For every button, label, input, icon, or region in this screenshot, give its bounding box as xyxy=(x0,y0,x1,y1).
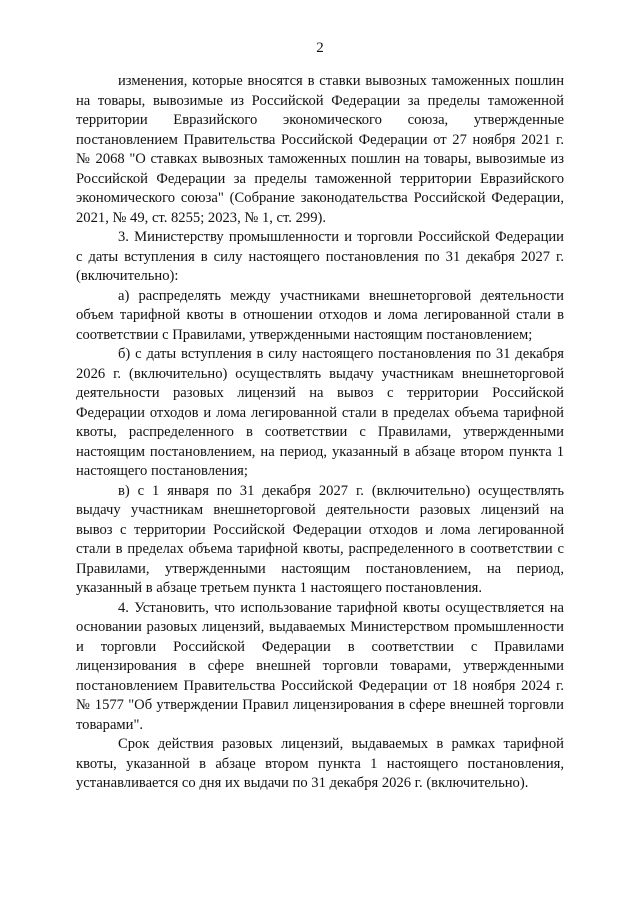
paragraph-item-3: 3. Министерству промышленности и торговли Российской Федерации с даты вступления в силу настоящего постановления по 31 декабря 2027 г. (включительно): xyxy=(76,229,564,284)
paragraph-subitem-v: в) с 1 января по 31 декабря 2027 г. (включительно) осуществлять выдачу участникам внешнеторговой деятельности разовых лицензий на вывоз с территории Российской Федерации отходов и лома легированной стали в пределах объема тарифной квоты, распределенного в соответствии с Правилами, утвержденными настоящим постановлением, на период, указанный в абзаце третьем пункта 1 настоящего постановления. xyxy=(76,482,564,596)
paragraph-item-4: 4. Установить, что использование тарифной квоты осуществляется на основании разовых лицензий, выдаваемых Министерством промышленности и торговли Российской Федерации в соответствии с Правилами лицензирования в сфере внешней торговли товарами, утвержденными постановлением Правительства Российской Федерации от 18 ноября 2024 г. № 1577 "Об утверждении Правил лицензирования в сфере внешней торговли товарами". xyxy=(76,599,564,733)
paragraph-license-term: Срок действия разовых лицензий, выдаваемых в рамках тарифной квоты, указанной в абзаце втором пункта 1 настоящего постановления, устанавливается со дня их выдачи по 31 декабря 2026 г. (включительно). xyxy=(76,736,564,791)
paragraph-subitem-a: а) распределять между участниками внешнеторговой деятельности объем тарифной квоты в отношении отходов и лома легированной стали в соответствии с Правилами, утвержденными настоящим постановлением; xyxy=(76,287,564,343)
document-body xyxy=(76,72,564,794)
page-number: 2 xyxy=(316,40,324,56)
paragraph-subitem-b: б) с даты вступления в силу настоящего постановления по 31 декабря 2026 г. (включительно) осуществлять выдачу участникам внешнеторговой деятельности разовых лицензий на вывоз с территории Российской Федерации отходов и лома легированной стали в пределах объема тарифной квоты, распределенного в соответствии с Правилами, утвержденными настоящим постановлением, на период, указанный в абзаце втором пункта 1 настоящего постановления; xyxy=(76,346,564,479)
paragraph-continuation: изменения, которые вносятся в ставки вывозных таможенных пошлин на товары, вывозимые из Российской Федерации за пределы таможенной территории Евразийского экономического союза, утвержденные постановлением Правительства Российской Федерации от 27 ноября 2021 г. № 2068 "О ставках вывозных таможенных пошлин на товары, вывозимые из Российской Федерации за пределы таможенной территории Евразийского экономического союза" (Собрание законодательства Российской Федерации, 2021, № 49, ст. 8255; 2023, № 1, ст. 299). xyxy=(76,73,564,226)
